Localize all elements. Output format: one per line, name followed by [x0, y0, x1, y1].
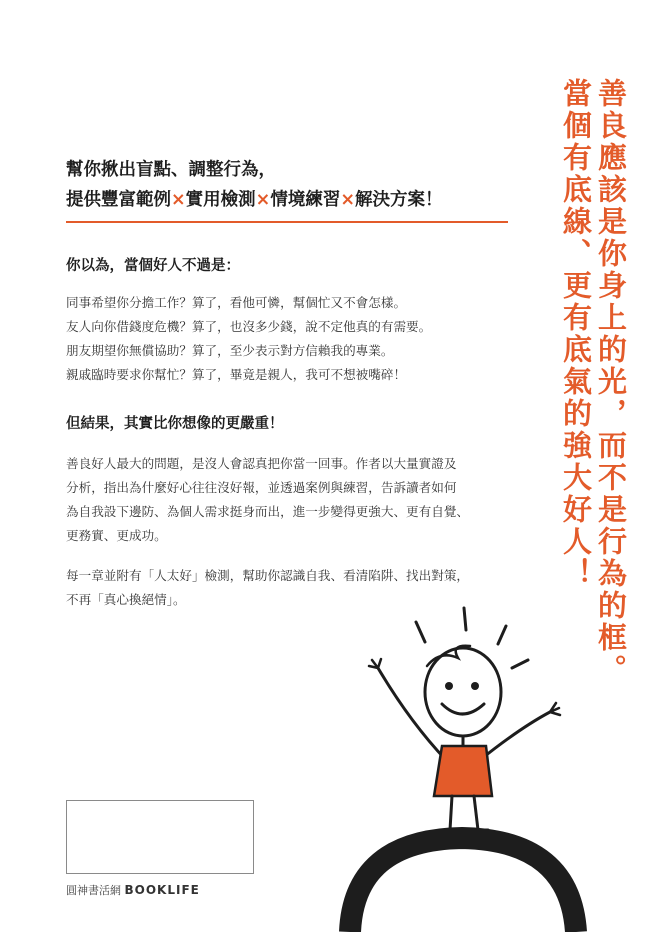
intro-feature-3: 情境練習 — [270, 190, 341, 210]
orange-divider — [66, 221, 508, 223]
section2-heading: 但結果，其實比你想像的更嚴重！ — [66, 416, 284, 432]
wheel-icon — [350, 838, 576, 932]
cross-mark-icon: × — [340, 190, 356, 210]
section1-line: 朋友期望你無償協助？算了，至少表示對方信賴我的專業。 — [66, 343, 394, 358]
section3-line: 不再「真心換絕情」。 — [66, 592, 186, 607]
publisher-brand: BOOKLIFE — [124, 883, 200, 897]
section1-line: 同事希望你分擔工作？算了，看他可憐，幫個忙又不會怎樣。 — [66, 295, 407, 310]
section1-heading: 你以為，當個好人不過是： — [66, 258, 240, 274]
section1-line: 友人向你借錢度危機？算了，也沒多少錢，說不定他真的有需要。 — [66, 319, 432, 334]
intro-block — [66, 155, 536, 215]
section2-line: 善良好人最大的問題，是沒人會認真把你當一回事。作者以大量實證及 — [66, 456, 457, 471]
cross-mark-icon: × — [255, 190, 271, 210]
vertical-title-col1: 善良應該是你身上的光，而不是行為的框。 — [594, 78, 628, 686]
section2-body — [66, 452, 526, 548]
section1-line: 親戚臨時要求你幫忙？算了，畢竟是親人，我可不想被嘴碎！ — [66, 367, 407, 382]
intro-feature-4: 解決方案！ — [355, 190, 443, 210]
intro-line-2 — [66, 185, 536, 215]
barcode-area — [66, 800, 254, 874]
section1-body — [66, 291, 526, 387]
dress-icon — [434, 746, 492, 796]
section2-line: 分析，指出為什麼好心往往沒好報，並透過案例與練習，告訴讀者如何 — [66, 480, 457, 495]
publisher-name: 圓神書活網 — [66, 884, 121, 897]
intro-feature-2: 實用檢測 — [185, 190, 256, 210]
cross-mark-icon: × — [171, 190, 186, 210]
intro-feature-1: 提供豐富範例 — [66, 190, 171, 210]
section2-line: 為自我設下邊防、為個人需求挺身而出，進一步變得更強大、更有自覺、 — [66, 504, 469, 519]
vertical-title-col2: 當個有底線、更有底氣的強大好人！ — [559, 78, 593, 590]
stick-figure-illustration — [330, 600, 590, 932]
head-icon — [425, 648, 501, 736]
intro-line-1: 幫你揪出盲點、調整行為， — [66, 160, 276, 180]
publisher-line — [66, 882, 200, 898]
section3-line: 每一章並附有「人太好」檢測，幫助你認識自我、看清陷阱、找出對策， — [66, 568, 469, 583]
section2-line: 更務實、更成功。 — [66, 528, 167, 543]
